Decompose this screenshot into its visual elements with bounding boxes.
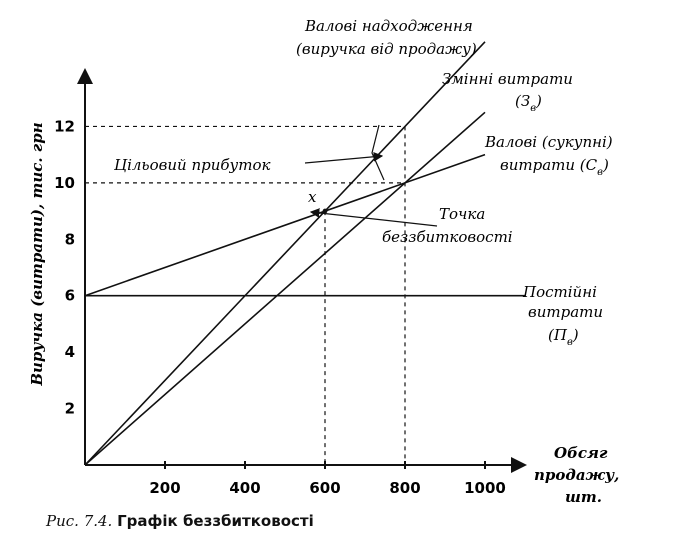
- y-axis-tick-label-12: 12: [54, 117, 75, 136]
- target-profit-annotation: Цільовий прибуток: [114, 156, 271, 174]
- total-costs-annotation-line-2: [500, 156, 609, 178]
- fixed-costs-annotation-line-3: [548, 326, 579, 348]
- break-even-arrow: [311, 212, 437, 226]
- y-axis-tick-label-8: 8: [64, 230, 75, 249]
- break-even-annotation-line-1: Точка: [439, 205, 486, 223]
- variable-costs-annotation-subscript: в: [530, 103, 537, 114]
- target-profit-brace: [372, 125, 384, 180]
- fixed-costs-annotation-line-2: витрати: [528, 303, 604, 321]
- x-axis-tick-label-600: 600: [309, 479, 341, 497]
- caption-prefix: Рис. 7.4.: [46, 512, 113, 530]
- x-axis-title-line-1: Обсяг: [554, 444, 608, 462]
- variable-costs-annotation-prefix: (З: [515, 92, 531, 110]
- caption-title: Графік беззбитковості: [117, 512, 314, 530]
- total-costs-annotation-line-1: Валові (сукупні): [485, 133, 613, 151]
- fixed-costs-annotation-subscript: в: [566, 337, 573, 348]
- y-axis-tick-label-2: 2: [64, 399, 75, 418]
- figure-caption: [46, 512, 314, 530]
- variable-costs-annotation-line-2: [515, 92, 542, 114]
- total-costs-annotation-prefix: витрати (С: [500, 156, 598, 174]
- y-axis-tick-label-10: 10: [54, 173, 75, 192]
- revenue-line: [85, 42, 485, 465]
- x-axis-tick-label-400: 400: [229, 479, 261, 497]
- break-even-point: [323, 209, 328, 214]
- variable-costs-annotation-line-1: Змінні витрати: [442, 70, 573, 88]
- x-axis-tick-label-1000: 1000: [464, 479, 506, 497]
- revenue-annotation-line-1: Валові надходження: [305, 17, 473, 35]
- revenue-annotation-line-2: (виручка від продажу): [296, 40, 477, 58]
- fixed-costs-annotation-line-1: Постійні: [523, 283, 597, 301]
- break-even-point-label: x: [308, 188, 317, 207]
- variable-costs-annotation-suffix: ): [536, 92, 542, 110]
- x-axis-title-line-2: продажу,: [534, 466, 620, 484]
- total-costs-annotation-suffix: ): [602, 156, 609, 174]
- break-even-annotation-line-2: беззбитковості: [382, 228, 513, 246]
- y-axis-tick-label-6: 6: [64, 286, 75, 305]
- x-axis-title-line-3: шт.: [565, 488, 602, 506]
- x-axis-tick-label-200: 200: [149, 479, 181, 497]
- total-costs-annotation-subscript: в: [597, 167, 603, 178]
- y-axis-title: Виручка (витрати), тис. грн: [28, 122, 46, 386]
- fixed-costs-annotation-suffix: ): [572, 326, 579, 344]
- y-axis-tick-label-4: 4: [64, 343, 75, 362]
- x-axis-tick-label-800: 800: [389, 479, 421, 497]
- fixed-costs-annotation-prefix: (П: [548, 326, 567, 344]
